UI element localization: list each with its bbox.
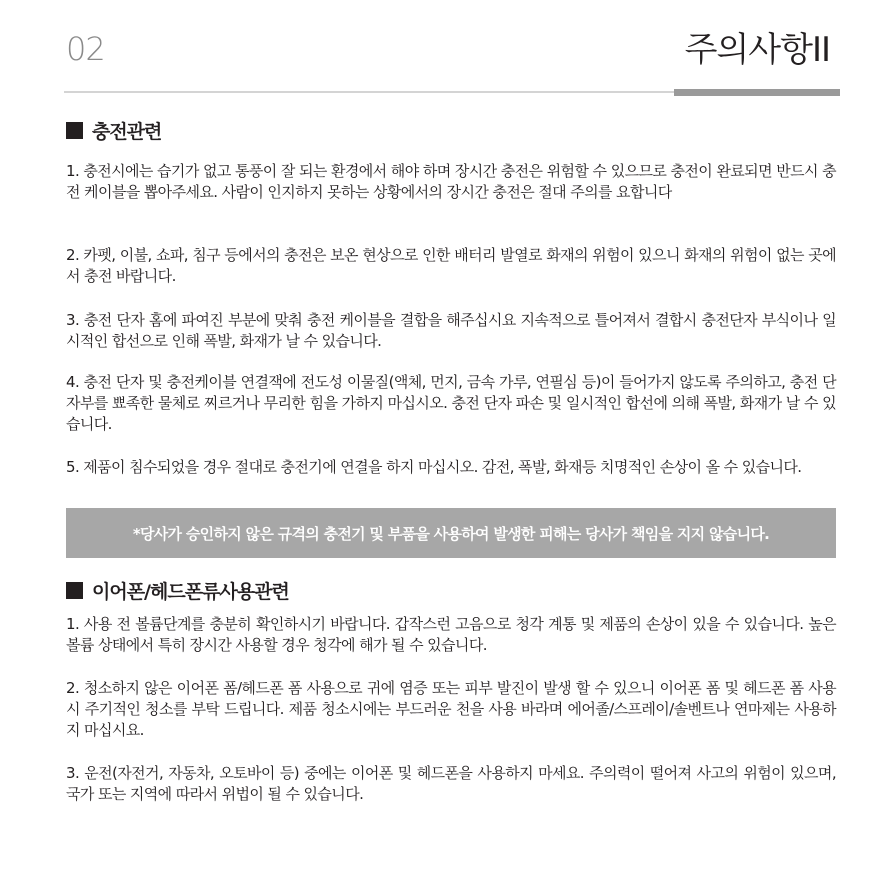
page-title: 주의사항II	[684, 30, 830, 70]
square-bullet-icon	[66, 582, 83, 599]
charging-paragraph-3: 3. 충전 단자 홈에 파여진 부분에 맞춰 충전 케이블을 결합을 해주십시요 지속적으로 틀어져서 결합시 충전단자 부식이나 일시적인 합선으로 인해 폭발, 화재가 날 수 있습니다.	[66, 311, 836, 350]
charging-paragraph-5: 5. 제품이 침수되었을 경우 절대로 충전기에 연결을 하지 마십시오. 감전, 폭발, 화재등 치명적인 손상이 올 수 있습니다.	[66, 458, 802, 476]
charging-section-heading	[66, 117, 161, 144]
square-bullet-icon	[66, 122, 83, 139]
earphone-paragraph-1: 1. 사용 전 볼륨단계를 충분히 확인하시기 바랍니다. 갑작스런 고음으로 청각 계통 및 제품의 손상이 있을 수 있습니다. 높은 볼륨 상태에서 특히 장시간 사용할 경우 청각에 해가 될 수 있습니다.	[66, 615, 836, 654]
earphone-section-title: 이어폰/헤드폰류사용관련	[92, 581, 289, 603]
earphone-paragraph-3: 3. 운전(자전거, 자동차, 오토바이 등) 중에는 이어폰 및 헤드폰을 사용하지 마세요. 주의력이 떨어져 사고의 위험이 있으며, 국가 또는 지역에 따라서 위법이 될 수 있습니다.	[66, 764, 836, 803]
warning-notice-text: *당사가 승인하지 않은 규격의 충전기 및 부품을 사용하여 발생한 피해는 당사가 책임을 지지 않습니다.	[132, 524, 770, 543]
earphone-section-heading	[66, 577, 289, 604]
header-accent-bar	[674, 89, 840, 96]
page-number: 02	[66, 30, 105, 68]
charging-section-title: 충전관련	[92, 121, 162, 143]
warning-notice-bar	[66, 508, 836, 558]
charging-paragraph-1: 1. 충전시에는 습기가 없고 통풍이 잘 되는 환경에서 해야 하며 장시간 충전은 위험할 수 있으므로 충전이 완료되면 반드시 충전 케이블을 뽑아주세요. 사람이 인지하지 못하는 상황에서의 장시간 충전은 절대 주의를 요합니다	[66, 162, 836, 201]
earphone-paragraph-2: 2. 청소하지 않은 이어폰 폼/헤드폰 폼 사용으로 귀에 염증 또는 피부 발진이 발생 할 수 있으니 이어폰 폼 및 헤드폰 폼 사용 시 주기적인 청소를 부탁 드립니다. 제품 청소시에는 부드러운 천을 사용 바라며 에어졸/스프레이/솔벤트나 연마제는 사용하지 마십시요.	[66, 679, 836, 739]
charging-paragraph-4: 4. 충전 단자 및 충전케이블 연결잭에 전도성 이물질(액체, 먼지, 금속 가루, 연필심 등)이 들어가지 않도록 주의하고, 충전 단자부를 뾰족한 물체로 찌르거나 무리한 힘을 가하지 마십시오. 충전 단자 파손 및 일시적인 합선에 의해 폭발, 화재가 날 수 있습니다.	[66, 373, 836, 433]
charging-paragraph-2: 2. 카펫, 이불, 쇼파, 침구 등에서의 충전은 보온 현상으로 인한 배터리 발열로 화재의 위험이 있으니 화재의 위험이 없는 곳에서 충전 바랍니다.	[66, 246, 836, 285]
